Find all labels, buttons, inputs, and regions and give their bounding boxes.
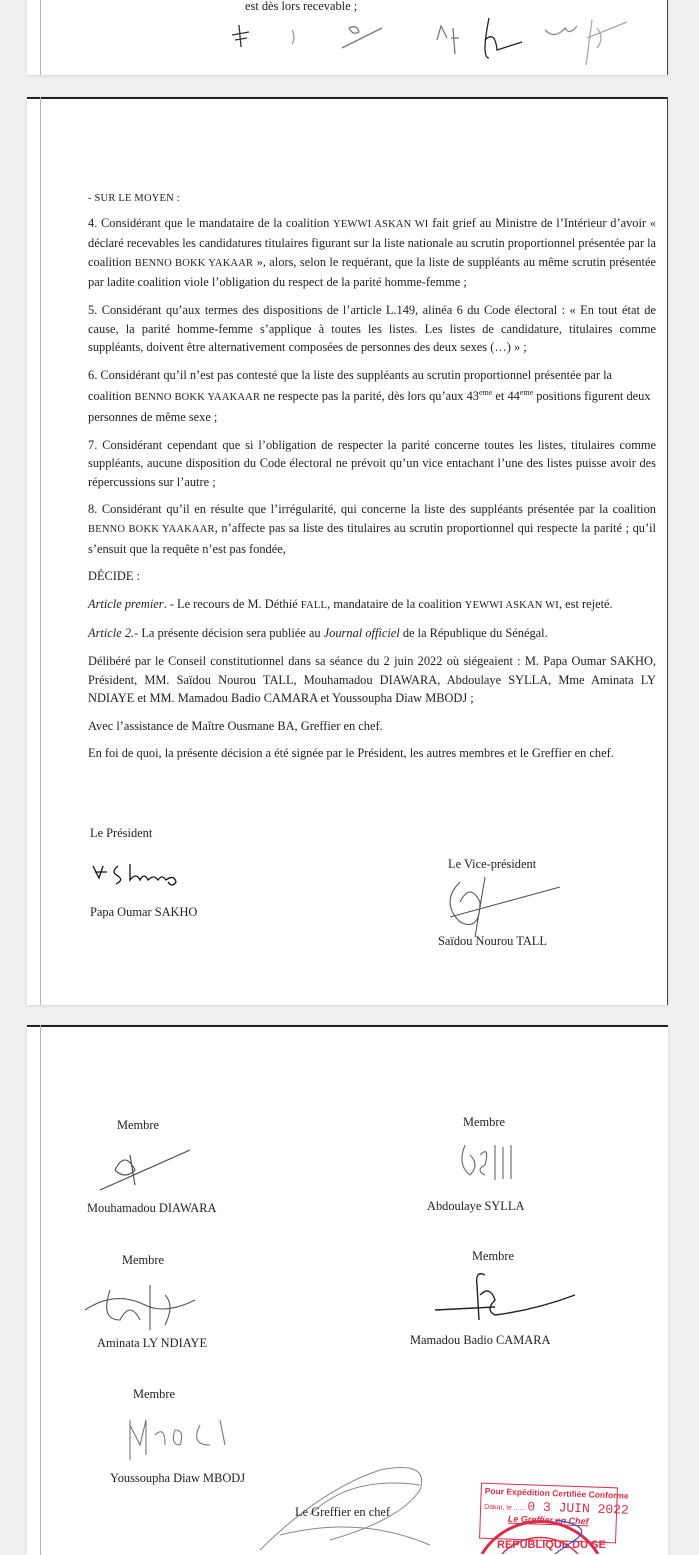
- president-title: Le Président: [90, 826, 153, 840]
- page-margin-line: [40, 0, 41, 75]
- text: , est rejeté.: [558, 596, 613, 611]
- member-signature: [95, 1140, 195, 1195]
- member-title: Membre: [133, 1387, 175, 1401]
- text: et: [492, 389, 508, 404]
- president-name: Papa Oumar SAKHO: [90, 905, 198, 919]
- decision-body: [88, 190, 656, 772]
- member-title: Membre: [472, 1249, 514, 1263]
- coalition-name: BENNO BOKK YAKAAR: [134, 257, 254, 269]
- stamp-line-3: Le Greffier en Chef: [507, 1513, 589, 1527]
- article-2: [88, 624, 656, 643]
- article-label: Article premier: [88, 596, 164, 611]
- article-1: [88, 595, 656, 616]
- coalition-name: BENNO BOKK YAAKAAR: [134, 392, 261, 404]
- greffier-title: Le Greffier en chef: [295, 1505, 391, 1519]
- vice-president-signature: [430, 872, 570, 942]
- paragraph-5: 5. Considérant qu’aux termes des dispositions de l’article L.149, alinéa 6 du Code électoral : « En tout état de cause, la parité homme-femme s’applique à toutes les listes. Les listes de candidature, titulaires comme suppléants, doivent être alternativement composées de personnes des deux sexes (…) » ;: [88, 302, 656, 355]
- text: », alors, selon le requérant, que la liste de suppléants au même scrutin présentée par ladite coalition viole l’obligation du respect de la parité homme-femme ;: [88, 254, 657, 290]
- republic-seal-icon: [455, 1518, 625, 1554]
- text: positions figurent deux personnes de même sexe ;: [88, 389, 651, 425]
- member-name: Aminata LY NDIAYE: [97, 1336, 208, 1350]
- text: 8. Considérant qu’il en résulte que l’irrégularité, qui concerne la liste des suppléants présentée par la coalition: [88, 502, 656, 517]
- ordinal-suffix: eme: [519, 388, 534, 398]
- vice-president-name: Saïdou Nourou TALL: [438, 934, 547, 948]
- text: ne respecte pas la parité, dès lors qu’aux: [260, 389, 467, 404]
- position-number: 44: [507, 389, 520, 404]
- member-name: Mamadou Badio CAMARA: [410, 1333, 551, 1347]
- coalition-name: YEWWI ASKAN WI: [333, 218, 429, 230]
- page-margin-line: [40, 97, 41, 1005]
- member-signature: [430, 1265, 580, 1325]
- text: , mandataire de la coalition: [327, 596, 465, 611]
- delibere-paragraph: Délibéré par le Conseil constitutionnel dans sa séance du 2 juin 2022 où siégeaient : M. Papa Oumar SAKHO, Président, MM. Saïdou Nourou TALL, Mouhamadou DIAWARA, Abdoulaye SYLLA, Mme Aminata LY NDIAYE et MM. Mamadou Badio CAMARA et Youssoupha Diaw MBODJ ;: [88, 654, 656, 706]
- text: de la République du Sénégal.: [399, 626, 548, 641]
- stamp-date-label: Dakar, le: [484, 1503, 512, 1512]
- president-signature: [90, 858, 230, 886]
- paragraph-8: [88, 500, 656, 558]
- member-name: Mouhamadou DIAWARA: [87, 1201, 217, 1215]
- decide-heading: DÉCIDE :: [88, 569, 140, 584]
- assistance-paragraph: Avec l’assistance de Maître Ousmane BA, Greffier en chef.: [88, 718, 383, 733]
- text: fait grief au Ministre de l’Intérieur d’avoir « déclaré recevables les candidatures titulaires figurant sur la liste nationale au scrutin proportionnel présentée par la coalition: [88, 215, 657, 269]
- article-label: Article 2.: [88, 626, 135, 641]
- member-signature: [120, 1405, 240, 1465]
- text: - La présente décision sera publiée au: [134, 626, 324, 641]
- journal-title: Journal officiel: [323, 626, 400, 641]
- stamp-date: 0 3 JUIN 2022: [527, 1499, 630, 1518]
- member-name: Abdoulaye SYLLA: [427, 1199, 525, 1213]
- vice-president-title: Le Vice-président: [448, 857, 537, 871]
- paragraph-7: 7. Considérant cependant que si l’obligation de respecter la parité concerne toutes les listes, titulaires comme suppléants, aucune disposition du Code électoral ne prévoit qu’un vice entachant l’une des listes puisse avoir des répercussions sur l’autre ;: [88, 437, 656, 489]
- page-1: [27, 0, 668, 75]
- page-top-border: [27, 1025, 668, 1027]
- seal-text: REPUBLIQUE DU SE: [497, 1539, 606, 1551]
- page1-tail-text: est dès lors recevable ;: [245, 0, 358, 13]
- page-border: [667, 97, 668, 1005]
- text: , n’affecte pas sa liste des titulaires au scrutin proportionnel qui respecte la parité ; qu’il s’ensuit que la requête n’est pas fondée,: [88, 521, 656, 556]
- text: . - Le recours de M. Déthié: [163, 596, 301, 611]
- stamp-line-1: Pour Expédition Certifiée Conforme: [484, 1485, 629, 1501]
- page-margin-line: [40, 1025, 41, 1555]
- page-top-border: [27, 97, 668, 99]
- ordinal-suffix: eme: [479, 388, 493, 398]
- page-border: [667, 0, 668, 75]
- person-name: FALL: [300, 599, 328, 611]
- member-title: Membre: [463, 1115, 505, 1129]
- member-title: Membre: [117, 1118, 159, 1132]
- text: 6. Considérant qu’il n’est pas contesté que la liste des suppléants au scrutin proportionnel présentée par la coalition: [88, 367, 613, 404]
- coalition-name: YEWWI ASKAN WI: [464, 599, 559, 611]
- en-foi-paragraph: En foi de quoi, la présente décision a été signée par le Président, les autres membres et le Greffier en chef.: [88, 746, 614, 761]
- text: 4. Considérant que le mandataire de la coalition: [88, 215, 334, 230]
- paragraph-4: [88, 214, 656, 292]
- greffier-signature: [250, 1455, 470, 1553]
- member-signature: [455, 1135, 525, 1190]
- section-heading: - SUR LE MOYEN :: [88, 193, 180, 204]
- member-title: Membre: [122, 1253, 164, 1267]
- position-number: 43: [466, 389, 479, 404]
- signatures-row-image: [227, 10, 667, 70]
- member-name: Youssoupha Diaw MBODJ: [110, 1471, 246, 1485]
- stamp-date-row: Dakar, le ...... 0 3 JUIN 2022: [484, 1499, 630, 1518]
- member-signature: [80, 1275, 200, 1335]
- paragraph-6: [88, 366, 656, 427]
- coalition-name: BENNO BOKK YAAKAAR: [88, 524, 215, 536]
